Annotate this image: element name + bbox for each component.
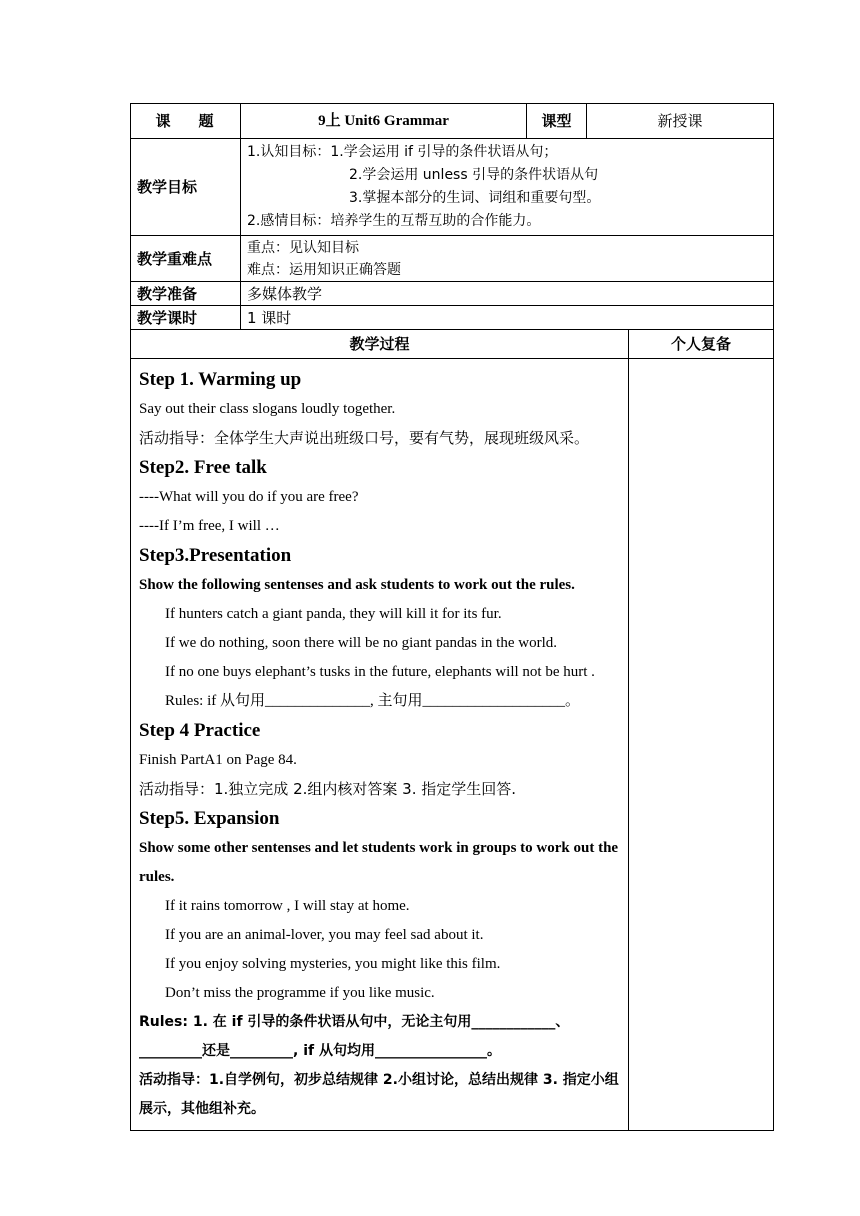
- blank: _________: [230, 1043, 293, 1059]
- rule-text: 、: [555, 1014, 570, 1030]
- rules2: [139, 1008, 620, 1066]
- keypoints-cell: [241, 236, 774, 282]
- hours-row: [131, 306, 774, 330]
- objectives-row: [131, 139, 774, 236]
- objective-line: 2.学会运用 unless 引导的条件状语从句: [349, 167, 599, 183]
- blank: _________: [139, 1043, 202, 1059]
- rule-text: Rules: 1. 在 if 引导的条件状语从句中，无论主句用: [139, 1014, 472, 1030]
- example-sentence: If you are an animal-lover, you may feel sad about it.: [165, 927, 484, 943]
- example-sentence: If hunters catch a giant panda, they will kill it for its fur.: [165, 606, 502, 622]
- process-header-row: [131, 330, 774, 359]
- keypoint-line: 难点：运用知识正确答题: [247, 261, 401, 278]
- step1-text: Say out their class slogans loudly together.: [139, 401, 396, 417]
- objective-line: 3.掌握本部分的生词、词组和重要句型。: [349, 190, 601, 206]
- process-content: [131, 359, 629, 1131]
- rule-text: Rules: if 从句用: [165, 693, 265, 709]
- blank: ____________: [471, 1014, 556, 1030]
- step3-title: Step3.Presentation: [139, 545, 292, 566]
- step4-text: Finish PartA1 on Page 84.: [139, 752, 297, 768]
- example-sentence: If we do nothing, soon there will be no giant pandas in the world.: [165, 635, 558, 651]
- lesson-plan-table: [130, 103, 774, 1131]
- process-label: 教学过程: [131, 330, 629, 359]
- example-sentence: If it rains tomorrow , I will stay at home.: [165, 898, 410, 914]
- step1-title: Step 1. Warming up: [139, 369, 302, 390]
- example-sentence: If no one buys elephant’s tusks in the future, elephants will not be hurt .: [165, 664, 595, 680]
- prep-value: 多媒体教学: [241, 282, 774, 306]
- objective-line: 2.感情目标：培养学生的互帮互助的合作能力。: [247, 213, 541, 229]
- blank: ________________: [374, 1043, 487, 1059]
- step3-instruction: Show the following sentenses and ask students to work out the rules.: [139, 577, 575, 593]
- step1-guide: 活动指导：全体学生大声说出班级口号，要有气势，展现班级风采。: [139, 429, 590, 447]
- hours-label: 教学课时: [131, 306, 241, 330]
- side-notes-cell: [629, 359, 774, 1131]
- keypoint-line: 重点：见认知目标: [247, 239, 359, 256]
- step5-guide: 活动指导：1.自学例句，初步总结规律 2.小组讨论，总结出规律 3. 指定小组展示，其他组补充。: [139, 1072, 619, 1117]
- rule-text: 还是: [202, 1043, 230, 1059]
- objectives-label: 教学目标: [131, 139, 241, 236]
- prep-row: [131, 282, 774, 306]
- step2-title: Step2. Free talk: [139, 457, 267, 478]
- rule-text: 。: [565, 693, 581, 709]
- step4-guide: 活动指导：1.独立完成 2.组内核对答案 3. 指定学生回答.: [139, 780, 517, 798]
- step5-instruction: Show some other sentenses and let students work in groups to work out the rules.: [139, 840, 619, 885]
- step3-rules: [139, 687, 620, 716]
- process-row: [131, 359, 774, 1131]
- header-row: [131, 104, 774, 139]
- type-label: 课型: [527, 104, 587, 139]
- step5-title: Step5. Expansion: [139, 808, 280, 829]
- topic-label-cell: 课 题: [131, 104, 241, 139]
- blank: ______________: [265, 693, 370, 709]
- step2-question: ----What will you do if you are free?: [139, 489, 359, 505]
- keypoints-label: 教学重难点: [131, 236, 241, 282]
- topic-value: 9上 Unit6 Grammar: [241, 104, 527, 139]
- keypoints-row: [131, 236, 774, 282]
- objectives-cell: [241, 139, 774, 236]
- step4-title: Step 4 Practice: [139, 720, 261, 741]
- example-sentence: If you enjoy solving mysteries, you might like this film.: [165, 956, 501, 972]
- rule-text: , if 从句均用: [293, 1043, 375, 1059]
- rule-text: , 主句用: [370, 693, 423, 709]
- step2-answer: ----If I’m free, I will …: [139, 518, 280, 534]
- hours-value: 1 课时: [241, 306, 774, 330]
- type-value: 新授课: [587, 104, 774, 139]
- rule-text: 。: [486, 1043, 501, 1059]
- objective-line: 1.认知目标：1.学会运用 if 引导的条件状语从句；: [247, 144, 558, 160]
- blank: ___________________: [422, 693, 566, 709]
- prep-label: 教学准备: [131, 282, 241, 306]
- side-label: 个人复备: [629, 330, 774, 359]
- example-sentence: Don’t miss the programme if you like music.: [165, 985, 435, 1001]
